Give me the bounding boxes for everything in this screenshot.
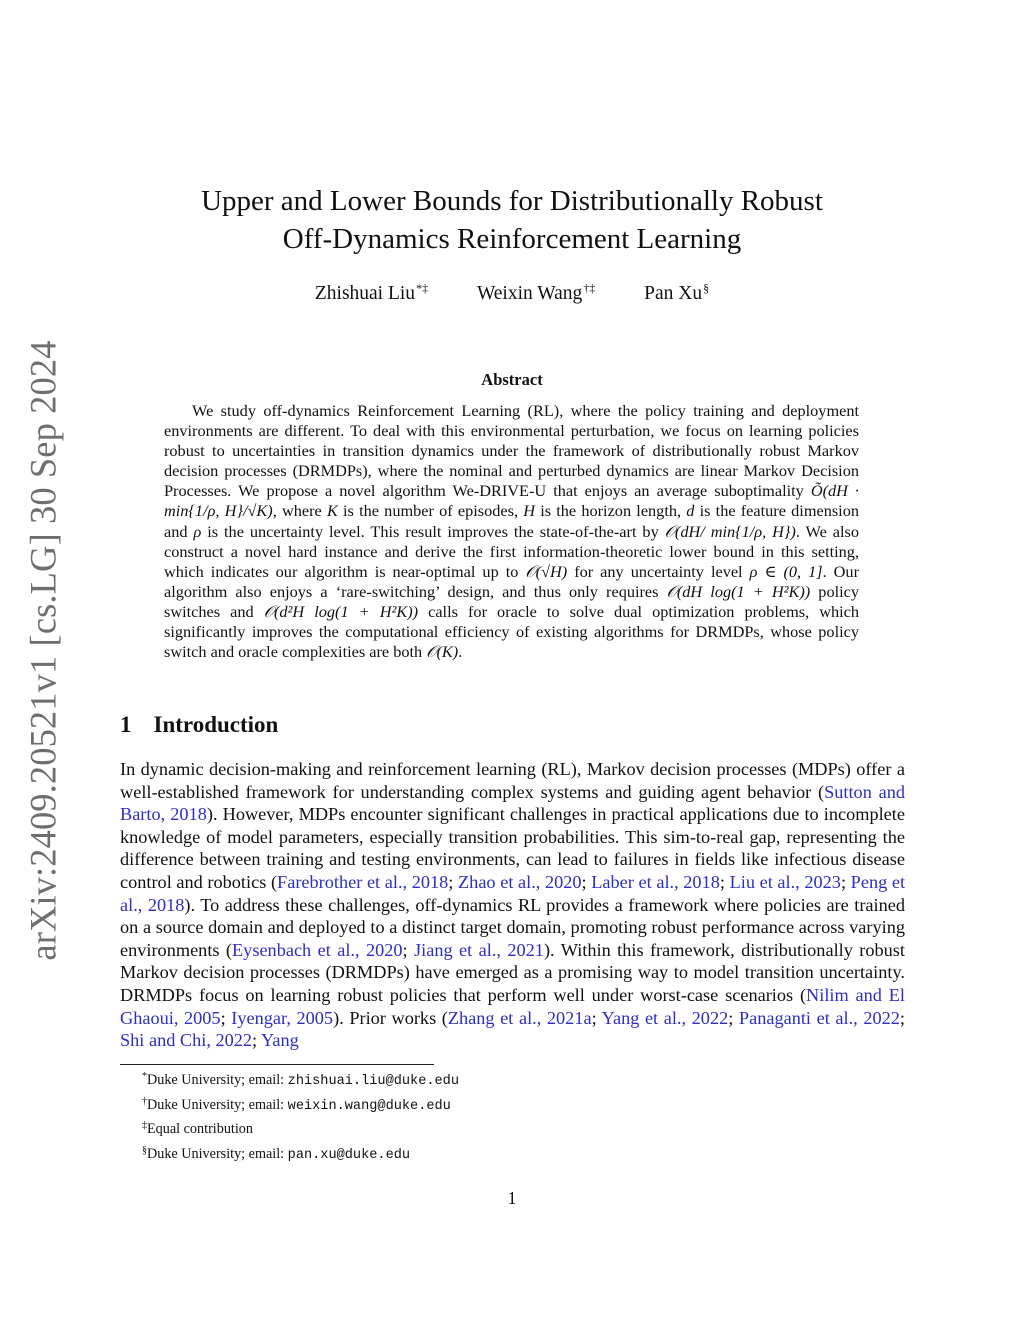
math-expression: d (686, 501, 695, 521)
author (477, 281, 595, 305)
math-expression: H (523, 501, 535, 521)
footnote-text: Equal contribution (147, 1121, 253, 1138)
arxiv-identifier-stamp (6, 339, 80, 961)
citation-link[interactable]: Iyengar, 2005 (231, 1007, 334, 1028)
math-expression: K (326, 501, 338, 521)
footnote-text: Duke University; email: (147, 1146, 288, 1163)
abstract-text: We study off-dynamics Reinforcement Learning (RL), where the policy training and deployment environments are different. To deal with this environmental perturbation, we focus on learning policies robust to uncertainties in transition dynamics under the framework of distributionally robust Markov decision processes (DRMDPs), where the nominal and perturbed dynamics are linear Markov Decision Processes. We propose a novel algorithm We-DRIVE-U that enjoys an average suboptimality Õ(dH · min{1/ρ, H}/√K), where K is the number of episodes, H is the horizon length, d is the feature dimension and ρ is the uncertainty level. This result improves the state-of-the-art by 𝒪(dH/ min{1/ρ, H}). We also construct a novel hard instance and derive the first information-theoretic lower bound in this setting, which indicates our algorithm is near-optimal up to 𝒪(√H) for any uncertainty level ρ ∈ (0, 1]. Our algorithm also enjoys a ‘rare-switching’ design, and thus only requires 𝒪(dH log(1 + H²K)) policy switches and 𝒪(d²H log(1 + H²K)) calls for oracle to solve dual optimization problems, which significantly improves the computational efficiency of existing algorithms for DRMDPs, whose policy switch and oracle complexities are both 𝒪(K). (164, 401, 860, 662)
title-line-1: Upper and Lower Bounds for Distributionally Robust (201, 185, 823, 217)
page-number: 1 (507, 1188, 517, 1208)
footnote-mark: * (142, 1071, 147, 1082)
citation-link[interactable]: Liu et al., 2023 (729, 871, 841, 892)
citation-link[interactable]: Farebrother et al., 2018 (277, 871, 449, 892)
footnote-text: Duke University; email: (147, 1096, 288, 1113)
section-heading-introduction (120, 712, 278, 738)
author (315, 281, 428, 305)
footnote (142, 1141, 459, 1166)
author-name: Pan Xu (644, 283, 703, 304)
author-marks: †‡ (583, 281, 596, 295)
citation-link[interactable]: Jiang et al., 2021 (414, 939, 544, 960)
citation-link[interactable]: Yang (261, 1030, 299, 1051)
math-expression: 𝒪(dH/ min{1/ρ, H}) (664, 521, 796, 541)
citation-link[interactable]: Yang et al., 2022 (601, 1007, 729, 1028)
math-expression: Õ(dH · min{1/ρ, H}/√K) (164, 481, 859, 521)
citation-link[interactable]: Zhang et al., 2021a (447, 1007, 592, 1028)
footnote-mark: ‡ (142, 1120, 147, 1132)
footnote-text: Duke University; email: (147, 1072, 288, 1088)
author-name: Weixin Wang (476, 283, 583, 304)
math-expression: 𝒪(√H) (525, 561, 568, 581)
author (644, 281, 709, 305)
citation-link[interactable]: Panaganti et al., 2022 (738, 1007, 900, 1028)
math-expression: 𝒪(dH log(1 + H²K)) (666, 581, 811, 601)
citation-link[interactable]: Nilim and El Ghaoui, 2005 (120, 984, 905, 1028)
footnote-mark: § (142, 1145, 147, 1157)
section-number: 1 (120, 712, 132, 737)
footnote-mark: † (142, 1095, 147, 1107)
math-expression: ρ (193, 521, 202, 541)
citation-link[interactable]: Eysenbach et al., 2020 (232, 939, 403, 960)
arxiv-identifier-text: arXiv:2409.20521v1 [cs.LG] 30 Sep 2024 (22, 339, 64, 961)
paper-title (100, 182, 924, 258)
abstract-heading: Abstract (481, 370, 543, 389)
author-marks: *‡ (416, 281, 429, 295)
footnote-email[interactable]: weixin.wang@duke.edu (287, 1098, 451, 1114)
footnote-email[interactable]: zhishuai.liu@duke.edu (287, 1074, 459, 1089)
author-name: Zhishuai Liu (314, 283, 416, 304)
citation-link[interactable]: Laber et al., 2018 (591, 871, 720, 892)
footnote (142, 1116, 459, 1141)
math-expression: 𝒪(K) (426, 642, 459, 662)
footnote (142, 1067, 459, 1092)
math-expression: 𝒪(d²H log(1 + H²K)) (263, 601, 419, 621)
author-list (100, 281, 924, 305)
citation-link[interactable]: Shi and Chi, 2022 (120, 1030, 253, 1051)
title-line-2: Off-Dynamics Reinforcement Learning (282, 223, 742, 255)
author-marks: § (703, 281, 710, 295)
footnote-divider (120, 1064, 434, 1065)
section-title: Introduction (153, 712, 279, 737)
citation-link[interactable]: Sutton and Barto, 2018 (120, 781, 905, 825)
math-expression: ρ ∈ (0, 1] (749, 561, 823, 581)
citation-link[interactable]: Peng et al., 2018 (120, 871, 906, 915)
introduction-paragraph: In dynamic decision-making and reinforcement learning (RL), Markov decision processes (MDPs) offer a well-established framework for understanding complex systems and guiding agent behavior (Sutton and Barto, 2018). However, MDPs encounter significant challenges in practical applications due to incomplete knowledge of model parameters, especially transition probabilities. This sim-to-real gap, representing the difference between training and testing environments, can lead to failures in fields like infectious disease control and robotics (Farebrother et al., 2018; Zhao et al., 2020; Laber et al., 2018; Liu et al., 2023; Peng et al., 2018). To address these challenges, off-dynamics RL provides a framework where policies are trained on a source domain and deployed to a distinct target domain, promoting robust performance across varying environments (Eysenbach et al., 2020; Jiang et al., 2021). Within this framework, distributionally robust Markov decision processes (DRMDPs) have emerged as a promising way to model transition uncertainty. DRMDPs focus on learning robust policies that perform well under worst-case scenarios (Nilim and El Ghaoui, 2005; Iyengar, 2005). Prior works (Zhang et al., 2021a; Yang et al., 2022; Panaganti et al., 2022; Shi and Chi, 2022; Yang (120, 759, 906, 1051)
footnote (142, 1092, 459, 1117)
footnotes (142, 1067, 459, 1166)
footnote-email[interactable]: pan.xu@duke.edu (287, 1148, 411, 1164)
citation-link[interactable]: Zhao et al., 2020 (458, 871, 582, 892)
